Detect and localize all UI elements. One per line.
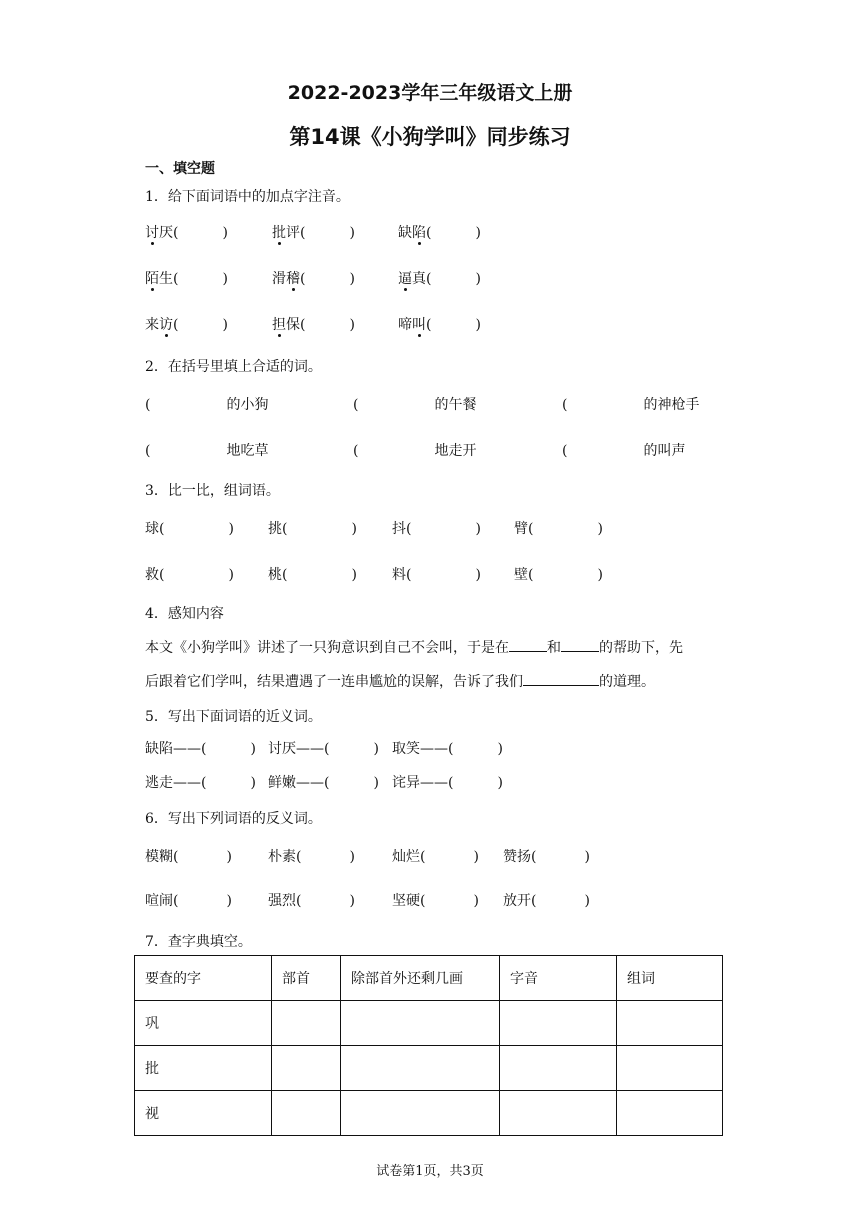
- paren-close: ): [373, 775, 379, 791]
- pinyin-item: [272, 268, 355, 288]
- fill-word-item: [353, 394, 476, 414]
- page-footer: 试卷第1页，共3页: [376, 1164, 484, 1179]
- dotted-char: 稽: [286, 271, 300, 287]
- table-row: [135, 1046, 723, 1091]
- paren-close: ): [228, 567, 234, 583]
- paren-close: ): [475, 317, 481, 333]
- paren-open: (: [159, 521, 165, 537]
- plain-char: 生: [159, 271, 173, 287]
- table-answer-cell[interactable]: [500, 1001, 617, 1046]
- paren-close: ): [226, 849, 232, 865]
- question-4-line-2: [145, 671, 655, 691]
- fill-word-text: 的叫声: [643, 443, 686, 459]
- q4-blank-1[interactable]: [509, 637, 547, 652]
- fill-word-item: [562, 394, 699, 414]
- antonym-item: [145, 846, 232, 866]
- paren-open: (: [300, 271, 306, 287]
- question-1-prompt: 1．给下面词语中的加点字注音。: [145, 189, 350, 205]
- synonym-item: [145, 738, 256, 758]
- compare-char: 挑: [268, 521, 282, 537]
- paren-close: ): [349, 271, 355, 287]
- paren-open: (: [300, 225, 306, 241]
- compare-item: [268, 518, 357, 538]
- question-4-line-1: [145, 637, 683, 657]
- q4-text-d: 后跟着它们学叫，结果遭遇了一连串尴尬的误解，告诉了我们: [145, 674, 523, 690]
- table-row: [135, 1091, 723, 1136]
- paren-close: ): [584, 893, 590, 909]
- paren-close: ): [473, 849, 479, 865]
- fill-word-text: 的神枪手: [643, 397, 700, 413]
- synonym-word: 鲜嫩——(: [268, 775, 330, 791]
- pinyin-item: [272, 222, 355, 242]
- question-7-prompt: 7．查字典填空。: [145, 934, 252, 950]
- question-5-prompt: 5．写出下面词语的近义词。: [145, 709, 322, 725]
- paren-open: (: [406, 521, 412, 537]
- compare-char: 壁: [514, 567, 528, 583]
- table-answer-cell[interactable]: [341, 1091, 500, 1136]
- table-char-cell: 巩: [135, 1001, 272, 1046]
- table-char-cell: 视: [135, 1091, 272, 1136]
- page-subtitle: 第14课《小狗学叫》同步练习: [289, 125, 571, 149]
- table-answer-cell[interactable]: [272, 1046, 341, 1091]
- paren-close: ): [228, 521, 234, 537]
- table-header-cell: 组词: [617, 956, 723, 1001]
- plain-char: 真: [412, 271, 426, 287]
- dotted-char: 逼: [398, 271, 412, 287]
- paren-open: (: [353, 397, 359, 413]
- paren-close: ): [349, 893, 355, 909]
- compare-item: [268, 564, 357, 584]
- paren-close: ): [475, 271, 481, 287]
- paren-close: ): [351, 567, 357, 583]
- paren-open: (: [173, 317, 179, 333]
- table-answer-cell[interactable]: [272, 1001, 341, 1046]
- paren-open: (: [426, 317, 432, 333]
- antonym-word: 坚硬(: [392, 893, 426, 909]
- fill-word-text: 的午餐: [434, 397, 477, 413]
- fill-word-text: 地走开: [434, 443, 477, 459]
- plain-char: 厌: [159, 225, 173, 241]
- synonym-item: [392, 772, 503, 792]
- paren-open: (: [353, 443, 359, 459]
- compare-item: [392, 564, 481, 584]
- table-header-cell: 部首: [272, 956, 341, 1001]
- paren-close: ): [250, 775, 256, 791]
- compare-char: 臂: [514, 521, 528, 537]
- antonym-word: 喧闹(: [145, 893, 179, 909]
- dictionary-table: [134, 955, 723, 1136]
- table-answer-cell[interactable]: [500, 1091, 617, 1136]
- fill-word-item: [353, 440, 476, 460]
- paren-open: (: [426, 225, 432, 241]
- pinyin-item: [398, 222, 481, 242]
- antonym-word: 强烈(: [268, 893, 302, 909]
- compare-char: 抖: [392, 521, 406, 537]
- compare-item: [145, 518, 234, 538]
- q4-text-c: 的帮助下，先: [599, 640, 683, 656]
- pinyin-item: [145, 222, 228, 242]
- section-heading: 一、填空题: [145, 161, 215, 177]
- paren-close: ): [597, 521, 603, 537]
- synonym-word: 讨厌——(: [268, 741, 330, 757]
- compare-char: 救: [145, 567, 159, 583]
- table-answer-cell[interactable]: [341, 1001, 500, 1046]
- table-answer-cell[interactable]: [272, 1091, 341, 1136]
- plain-char: 评: [286, 225, 300, 241]
- paren-open: (: [173, 225, 179, 241]
- paren-close: ): [222, 317, 228, 333]
- plain-char: 缺: [398, 225, 412, 241]
- paren-close: ): [597, 567, 603, 583]
- paren-open: (: [282, 521, 288, 537]
- paren-close: ): [497, 775, 503, 791]
- fill-word-item: [145, 394, 268, 414]
- paren-close: ): [250, 741, 256, 757]
- q4-text-b: 和: [547, 640, 561, 656]
- compare-item: [145, 564, 234, 584]
- question-6-prompt: 6．写出下列词语的反义词。: [145, 811, 322, 827]
- synonym-word: 诧异——(: [392, 775, 454, 791]
- table-header-cell: 除部首外还剩几画: [341, 956, 500, 1001]
- table-header-cell: 要查的字: [135, 956, 272, 1001]
- table-header-row: [135, 956, 723, 1001]
- antonym-item: [392, 890, 479, 910]
- paren-open: (: [145, 443, 151, 459]
- paren-close: ): [226, 893, 232, 909]
- antonym-item: [268, 846, 355, 866]
- plain-char: 保: [286, 317, 300, 333]
- paren-open: (: [426, 271, 432, 287]
- dotted-char: 担: [272, 317, 286, 333]
- question-3-prompt: 3．比一比，组词语。: [145, 483, 280, 499]
- paren-close: ): [584, 849, 590, 865]
- pinyin-item: [398, 314, 481, 334]
- paren-open: (: [300, 317, 306, 333]
- table-header-cell: 字音: [500, 956, 617, 1001]
- q4-blank-2[interactable]: [561, 637, 599, 652]
- synonym-word: 缺陷——(: [145, 741, 207, 757]
- table-answer-cell[interactable]: [500, 1046, 617, 1091]
- paren-close: ): [473, 893, 479, 909]
- pinyin-item: [272, 314, 355, 334]
- table-answer-cell[interactable]: [617, 1001, 723, 1046]
- paren-close: ): [475, 225, 481, 241]
- antonym-item: [268, 890, 355, 910]
- fill-word-text: 的小狗: [226, 397, 269, 413]
- compare-item: [514, 564, 603, 584]
- dotted-char: 陷: [412, 225, 426, 241]
- compare-item: [392, 518, 481, 538]
- fill-word-item: [562, 440, 685, 460]
- paren-close: ): [349, 225, 355, 241]
- paren-open: (: [173, 271, 179, 287]
- q4-text-a: 本文《小狗学叫》讲述了一只狗意识到自己不会叫，于是在: [145, 640, 509, 656]
- plain-char: 来: [145, 317, 159, 333]
- pinyin-item: [145, 314, 228, 334]
- antonym-word: 赞扬(: [503, 849, 537, 865]
- antonym-word: 模糊(: [145, 849, 179, 865]
- q4-text-e: 的道理。: [599, 674, 655, 690]
- synonym-item: [392, 738, 503, 758]
- paren-open: (: [159, 567, 165, 583]
- synonym-item: [268, 772, 379, 792]
- dotted-char: 陌: [145, 271, 159, 287]
- paren-close: ): [475, 521, 481, 537]
- paren-open: (: [406, 567, 412, 583]
- paren-close: ): [349, 317, 355, 333]
- paren-close: ): [373, 741, 379, 757]
- paren-close: ): [349, 849, 355, 865]
- paren-close: ): [222, 271, 228, 287]
- antonym-word: 放开(: [503, 893, 537, 909]
- synonym-word: 逃走——(: [145, 775, 207, 791]
- paren-open: (: [528, 521, 534, 537]
- antonym-word: 灿烂(: [392, 849, 426, 865]
- antonym-word: 朴素(: [268, 849, 302, 865]
- paren-open: (: [562, 443, 568, 459]
- paren-close: ): [351, 521, 357, 537]
- table-row: [135, 1001, 723, 1046]
- compare-char: 料: [392, 567, 406, 583]
- paren-close: ): [475, 567, 481, 583]
- fill-word-text: 地吃草: [226, 443, 269, 459]
- fill-word-item: [145, 440, 268, 460]
- table-char-cell: 批: [135, 1046, 272, 1091]
- compare-char: 桃: [268, 567, 282, 583]
- question-2-prompt: 2．在括号里填上合适的词。: [145, 359, 322, 375]
- dotted-char: 批: [272, 225, 286, 241]
- pinyin-item: [145, 268, 228, 288]
- antonym-item: [145, 890, 232, 910]
- antonym-item: [503, 846, 590, 866]
- paren-open: (: [145, 397, 151, 413]
- dotted-char: 讨: [145, 225, 159, 241]
- synonym-word: 取笑——(: [392, 741, 454, 757]
- synonym-item: [268, 738, 379, 758]
- plain-char: 滑: [272, 271, 286, 287]
- compare-item: [514, 518, 603, 538]
- paren-open: (: [562, 397, 568, 413]
- pinyin-item: [398, 268, 481, 288]
- table-answer-cell[interactable]: [617, 1091, 723, 1136]
- paren-open: (: [528, 567, 534, 583]
- dotted-char: 访: [159, 317, 173, 333]
- page-title: 2022-2023学年三年级语文上册: [287, 82, 573, 104]
- paren-close: ): [497, 741, 503, 757]
- q4-blank-3[interactable]: [523, 671, 599, 686]
- question-4-prompt: 4．感知内容: [145, 606, 224, 622]
- paren-close: ): [222, 225, 228, 241]
- compare-char: 球: [145, 521, 159, 537]
- dotted-char: 叫: [412, 317, 426, 333]
- antonym-item: [503, 890, 590, 910]
- plain-char: 啼: [398, 317, 412, 333]
- table-answer-cell[interactable]: [617, 1046, 723, 1091]
- antonym-item: [392, 846, 479, 866]
- paren-open: (: [282, 567, 288, 583]
- synonym-item: [145, 772, 256, 792]
- table-answer-cell[interactable]: [341, 1046, 500, 1091]
